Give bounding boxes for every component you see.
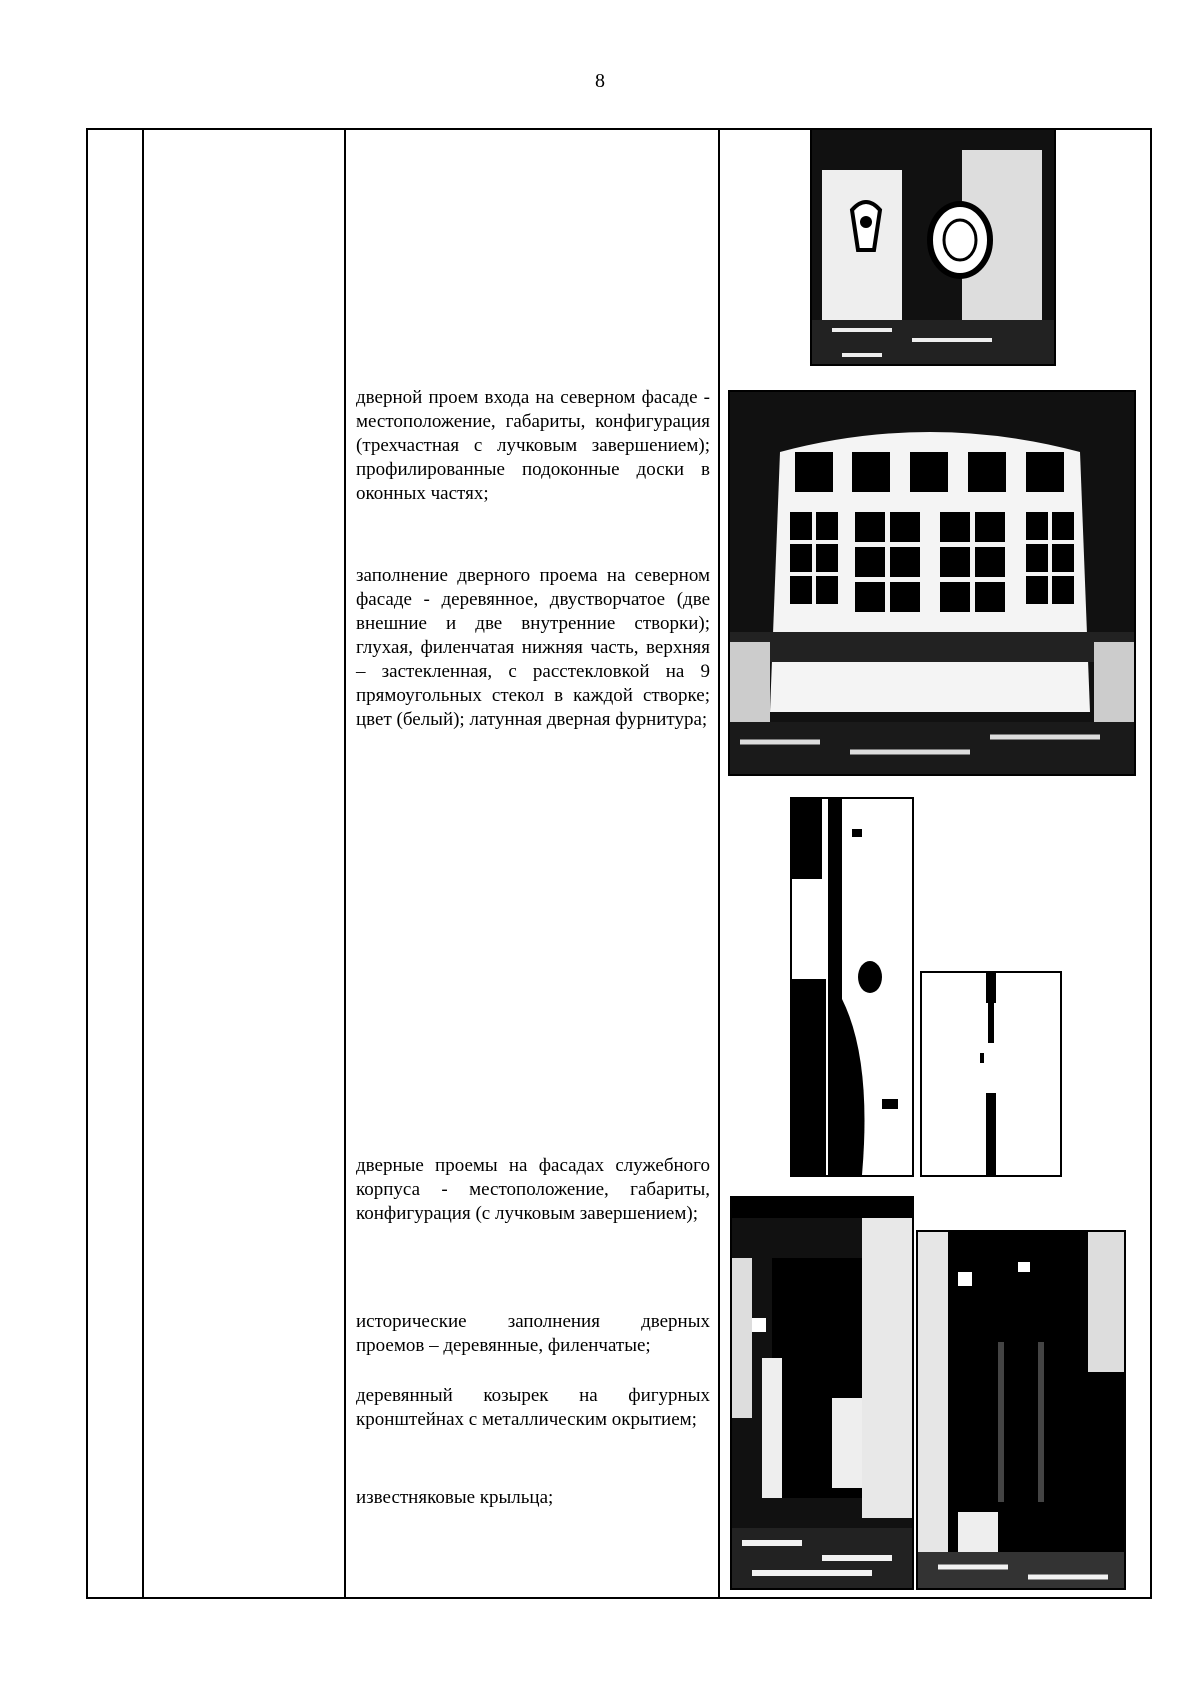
description-paragraph-5: деревянный козырек на фигурных кронштейнах с металлическим окрытием; — [356, 1385, 710, 1430]
north-entrance-door-photo — [728, 390, 1136, 776]
description-paragraph-2: заполнение дверного проема на северном фасаде - деревянное, двустворчатое (две внешние и две внутренние створки); глухая, филенчатая нижняя часть, верхняя – застекленная, с расстекловкой на 9 прямоугольных стекол в каждой створке; цвет (белый); латунная дверная фурнитура; — [356, 565, 710, 730]
table-col-border-3 — [718, 128, 720, 1599]
description-paragraph-6: известняковые крыльца; — [356, 1487, 554, 1508]
table-col-border-4 — [1150, 128, 1152, 1599]
door-panel-detail-photo — [920, 971, 1062, 1177]
table-col-border-0 — [86, 128, 88, 1599]
table-col-border-2 — [344, 128, 346, 1599]
table-col-border-1 — [142, 128, 144, 1599]
description-paragraph-4: исторические заполнения дверных проемов – деревянные, филенчатые; — [356, 1311, 710, 1356]
door-handle-photo — [810, 128, 1056, 366]
description-paragraph-1: дверной проем входа на северном фасаде - местоположение, габариты, конфигурация (трехчастная с лучковым завершением); профилированные подоконные доски в оконных частях; — [356, 387, 710, 504]
description-paragraph-3: дверные проемы на фасадах служебного корпуса - местоположение, габариты, конфигурация (с лучковым завершением); — [356, 1155, 710, 1224]
service-building-door-photo-left — [730, 1196, 914, 1590]
service-building-door-photo-right — [916, 1230, 1126, 1590]
page-number: 8 — [595, 70, 605, 92]
door-leaf-detail-photo — [790, 797, 914, 1177]
table-bottom-border — [86, 1597, 1152, 1599]
